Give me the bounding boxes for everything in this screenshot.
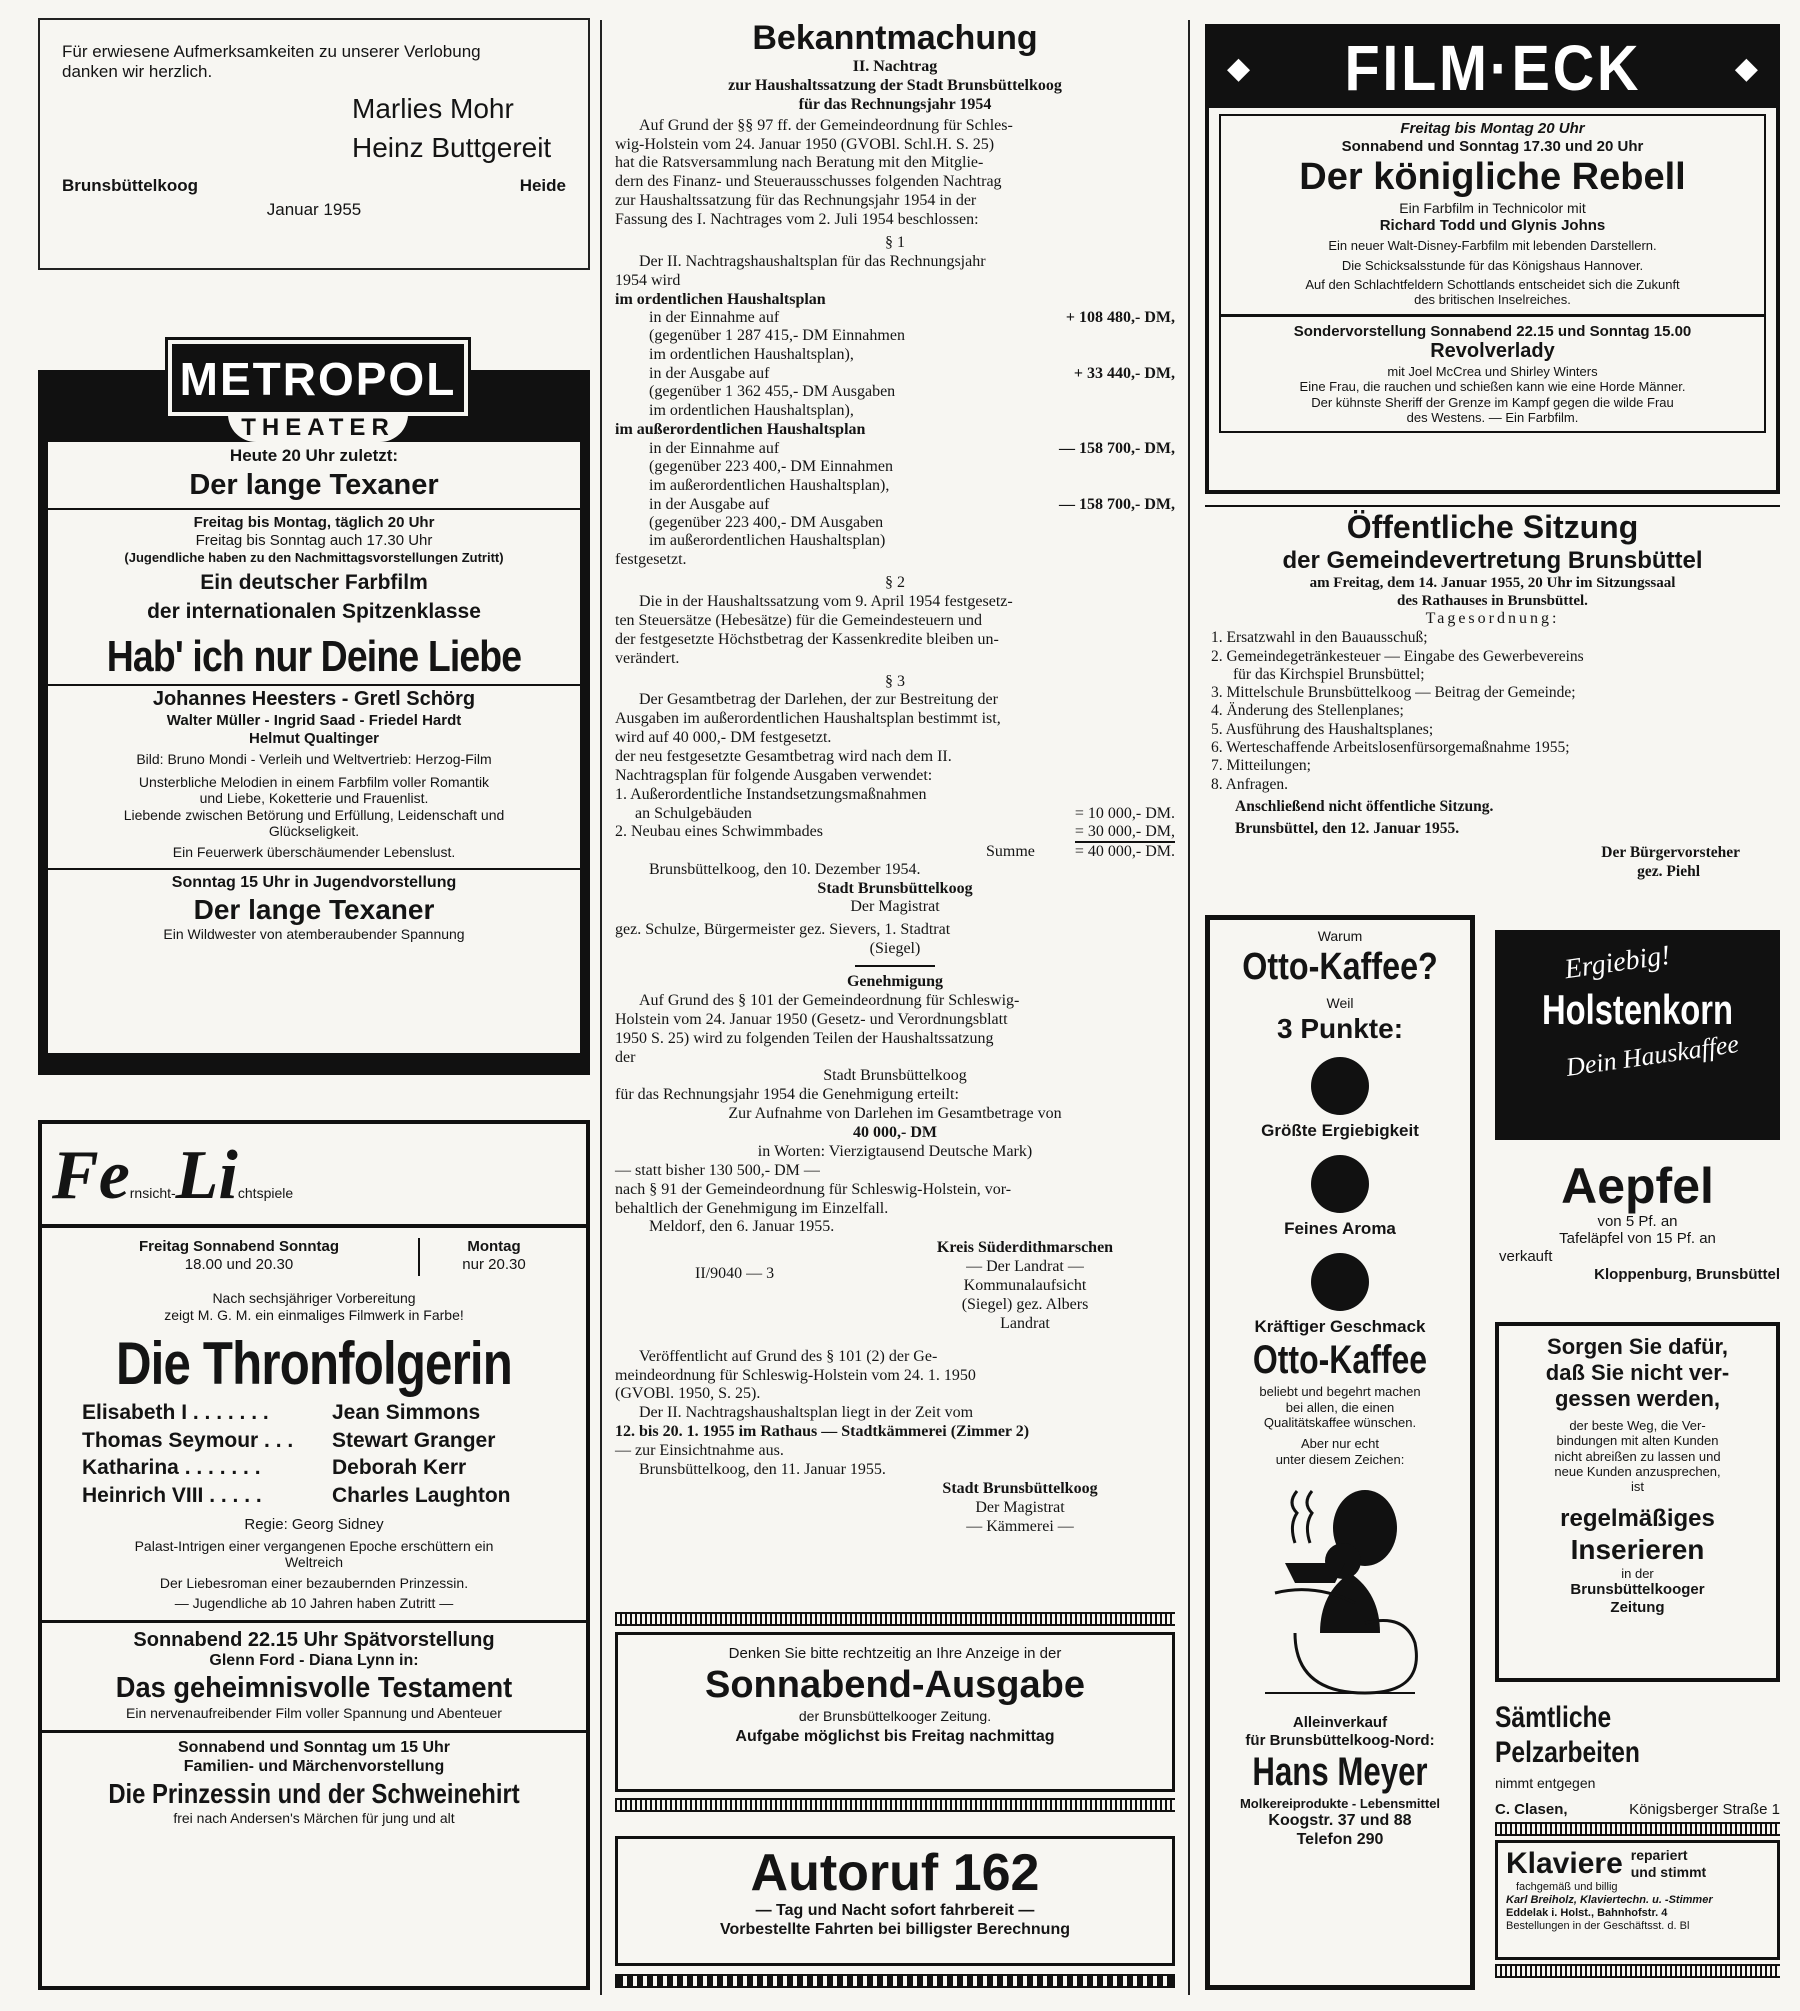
column-divider-1 (600, 20, 602, 1995)
klaviere-line-4: Bestellungen in der Geschäftsst. d. Bl (1506, 1919, 1690, 1932)
ferli-title: Die Thronfolgerin (115, 1330, 513, 1398)
sorgen-line-5: ist (1631, 1479, 1644, 1495)
section-3-line: wird auf 40 000,- DM festgesetzt. (615, 729, 832, 747)
publication-line: 12. bis 20. 1. 1955 im Rathaus — Stadtkämmerei (Zimmer 2) (615, 1423, 1030, 1441)
meeting-date: Brunsbüttel, den 12. Januar 1955. (1235, 820, 1460, 838)
klaviere-ad (1495, 1822, 1780, 1987)
approval-heading: Genehmigung (846, 973, 943, 991)
sorgen-title-3: gessen werden, (1554, 1385, 1721, 1411)
pelz-line-1: nimmt entgegen (1495, 1774, 1596, 1791)
autoruf-ad (615, 1836, 1175, 1998)
publication-line: meindeordnung für Schleswig-Holstein vom 24. 1. 1950 (615, 1366, 976, 1384)
otto-desc-3: Qualitätskaffee wünschen. (1263, 1414, 1417, 1430)
ferli-desc-3: Der Liebesroman einer bezaubernden Prinzessin. (159, 1574, 469, 1591)
row-1-note: (gegenüber 1 287 415,- DM Einnahmen (649, 327, 905, 345)
ferli-role-2: Thomas Seymour . . . (82, 1428, 294, 1452)
section-3-line: der neu festgesetzte Gesamtbetrag wird nach dem II. (615, 748, 952, 766)
district-1: Kreis Süderdithmarschen (936, 1239, 1114, 1257)
row-1-note: im ordentlichen Haushaltsplan), (649, 346, 854, 364)
sorgen-title-5: Inserieren (1570, 1533, 1705, 1565)
row-2-label: in der Ausgabe auf (649, 365, 770, 383)
pelz-title: Sämtliche Pelzarbeiten (1495, 1701, 1640, 1770)
meeting-subtitle: der Gemeindevertretung Brunsbüttel (1282, 546, 1703, 574)
point-1-icon (1311, 1057, 1369, 1115)
autoruf-title: Autoruf 162 (750, 1844, 1040, 1902)
district-4: (Siegel) gez. Albers (961, 1295, 1089, 1313)
metropol-logo-text: METROPOL (179, 353, 457, 405)
section-2: § 2 (885, 574, 905, 592)
row-4-note: im außerordentlichen Haushaltsplan) (649, 532, 886, 550)
ferli-late-cast: Glenn Ford - Diana Lynn in: (209, 1652, 419, 1670)
intro-line: wig-Holstein vom 24. Januar 1950 (GVOBl. Schl.H. S. 25) (615, 135, 995, 153)
metropol-title-2: Hab' ich nur Deine Liebe (106, 631, 522, 681)
approval-line: 1950 S. 25) wird zu folgenden Teilen der Haushaltssatzung (615, 1029, 994, 1047)
filmeck-line-8: des britischen Inselreiches. (1414, 292, 1571, 308)
klaviere-line-1: fachgemäß und billig (1516, 1881, 1618, 1893)
ferli-prep-2: zeigt M. G. M. ein einmaliges Filmwerk in Farbe! (164, 1306, 464, 1323)
metropol-cast-3: Helmut Qualtinger (248, 729, 379, 747)
publication-line: — zur Einsichtnahme aus. (615, 1442, 784, 1460)
notice-title: Bekanntmachung (752, 19, 1038, 57)
sonnabend-line-3: der Brunsbüttelkooger Zeitung. (798, 1707, 992, 1724)
sorgen-title-1: Sorgen Sie dafür, (1547, 1334, 1728, 1359)
sorgen-line-4: neue Kunden anzusprechen, (1554, 1463, 1721, 1479)
item-1: 1. Außerordentliche Instandsetzungsmaßnahmen (615, 785, 927, 803)
filmeck-line-4: Richard Todd und Glynis Johns (1379, 216, 1606, 234)
meeting-closed: Anschließend nicht öffentliche Sitzung. (1235, 797, 1494, 815)
meeting-title: Öffentliche Sitzung (1346, 509, 1639, 545)
approval-line: nach § 91 der Gemeindeordnung für Schleswig-Holstein, vor- (615, 1180, 1012, 1198)
extraordinary-budget: im außerordentlichen Haushaltsplan (615, 420, 866, 438)
section-2-line: der festgesetzte Höchstbetrag der Kassenkredite bleiben un- (615, 630, 999, 648)
metropol-times-1: Freitag bis Montag, täglich 20 Uhr (193, 514, 435, 532)
notice-heading-2: zur Haushaltssatzung der Stadt Brunsbüttelkoog (728, 76, 1062, 94)
section-3-line: Ausgaben im außerordentlichen Haushaltsplan bestimmt ist, (615, 710, 1001, 728)
filmeck-logo: FILM·ECK (1344, 32, 1641, 104)
publication-line: (GVOBl. 1950, S. 25). (615, 1385, 761, 1403)
filmeck-ad (1205, 24, 1780, 494)
sorgen-line-2: bindungen mit alten Kunden (1556, 1433, 1719, 1449)
section-1-line: 1954 wird (615, 271, 681, 289)
approval-line: Auf Grund des § 101 der Gemeindeordnung für Schleswig- (639, 991, 1020, 1009)
approval-amount: 40 000,- DM (853, 1124, 937, 1142)
ferli-cast (42, 1399, 586, 1510)
approval-loan: Zur Aufnahme von Darlehen im Gesamtbetrage von (728, 1105, 1062, 1123)
filmeck-line-5: Ein neuer Walt-Disney-Farbfilm mit lebenden Darstellern. (1328, 238, 1657, 254)
diamond-left-icon: ◆ (1227, 51, 1251, 85)
publication-line: Der II. Nachtragshaushaltsplan liegt in der Zeit vom (639, 1404, 974, 1422)
metropol-cast-2: Walter Müller - Ingrid Saad - Friedel Hardt (166, 712, 462, 729)
point-2-icon (1311, 1155, 1369, 1213)
klaviere-line-3: Eddelak i. Holst., Bahnhofstr. 4 (1506, 1906, 1668, 1919)
ferli-role-1: Elisabeth I . . . . . . . (82, 1401, 269, 1425)
intro-line: hat die Ratsversammlung nach Beratung mit den Mitglie- (615, 154, 984, 172)
approval-city: Stadt Brunsbüttelkoog (823, 1067, 967, 1085)
holstenkorn-slogan-2: Dein Hauskaffee (1564, 1028, 1741, 1082)
approval-previous: — statt bisher 130 500,- DM — (615, 1161, 820, 1179)
otto-point-3: Kräftiger Geschmack (1254, 1316, 1426, 1336)
sorgen-title-2: daß Sie nicht ver- (1545, 1359, 1730, 1385)
column-divider-2 (1188, 20, 1190, 1995)
otto-desc-1: beliebt und begehrt machen (1259, 1384, 1421, 1400)
approval-line: behaltlich der Genehmigung im Einzelfall. (615, 1199, 889, 1217)
otto-desc-4: Aber nur echt (1300, 1436, 1380, 1452)
row-2-note: (gegenüber 1 362 455,- DM Ausgaben (649, 383, 896, 401)
ordinary-budget: im ordentlichen Haushaltsplan (615, 290, 826, 308)
signature-3: gez. Schulze, Bürgermeister gez. Sievers, 1. Stadtrat (615, 921, 951, 939)
pelz-ad (1495, 1700, 1780, 1819)
filmeck-title-2: Revolverlady (1430, 340, 1555, 363)
ferli-logo-fe: Fe (52, 1137, 130, 1214)
agenda-item: 5. Ausführung des Haushaltsplanes; (1211, 720, 1434, 738)
otto-kaffee-ad (1205, 915, 1475, 1990)
approval-line: der (615, 1048, 636, 1066)
otto-desc-2: bei allen, die einen (1285, 1399, 1395, 1415)
ferli-matinee-title: Die Prinzessin und der Schweinehirt (108, 1777, 520, 1809)
sum-label: Summe (985, 842, 1035, 860)
otto-merchant-address: Koogstr. 37 und 88 (1268, 1811, 1412, 1829)
district-3: Kommunalaufsicht (963, 1277, 1087, 1295)
metropol-desc-3: Liebende zwischen Betörung und Erfüllung, Leidenschaft und (123, 806, 505, 823)
metropol-body (38, 442, 590, 1075)
ferli-youth: — Jugendliche ab 10 Jahren haben Zutritt — (174, 1595, 454, 1612)
klaviere-line-2: Karl Breiholz, Klaviertechn. u. -Stimmer (1506, 1893, 1713, 1906)
row-3-value: — 158 700,- DM, (1059, 439, 1175, 457)
ferli-monday: Montag (467, 1238, 521, 1255)
section-3-line: Nachtragsplan für folgende Ausgaben verwendet: (615, 766, 933, 784)
filmeck-desc-3: des Westens. — Ein Farbfilm. (1406, 409, 1579, 425)
ferli-role-4: Heinrich VIII . . . . . (82, 1484, 262, 1508)
metropol-western-note: Ein Wildwester von atemberaubender Spannung (163, 926, 465, 943)
section-1: § 1 (885, 233, 905, 251)
engagement-date: Januar 1955 (266, 200, 362, 220)
column-center (615, 0, 1175, 2011)
ferli-matinee-1: Sonnabend und Sonntag um 15 Uhr (178, 1738, 450, 1756)
date-1: Brunsbüttelkoog, den 10. Dezember 1954. (649, 860, 921, 878)
row-1-label: in der Einnahme auf (649, 309, 780, 327)
holstenkorn-slogan-1: Ergiebig! (1562, 939, 1673, 986)
metropol-desc-1: Unsterbliche Melodien in einem Farbfilm voller Romantik (138, 773, 490, 790)
filmeck-line-7: Auf den Schlachtfeldern Schottlands entscheidet sich die Zukunft (1305, 277, 1680, 293)
otto-merchant: Hans Meyer (1252, 1750, 1428, 1795)
row-3-note: (gegenüber 223 400,- DM Einnahmen (649, 457, 893, 475)
district-5: Landrat (1000, 1314, 1050, 1332)
ferli-prep-1: Nach sechsjähriger Vorbereitung (212, 1290, 416, 1306)
metropol-today: Heute 20 Uhr zuletzt: (229, 446, 399, 465)
klaviere-tune: und stimmt (1630, 1864, 1707, 1880)
ferli-times: 18.00 und 20.30 (184, 1255, 294, 1273)
sorgen-line-6: in der (1621, 1565, 1654, 1581)
pelz-name: C. Clasen, (1495, 1801, 1568, 1819)
filmeck-line-2: Sonnabend und Sonntag 17.30 und 20 Uhr (1341, 137, 1644, 155)
ferli-director: Regie: Georg Sidney (244, 1515, 384, 1533)
holstenkorn-title: Holstenkorn (1541, 986, 1734, 1034)
otto-merchant-type: Molkereiprodukte - Lebensmittel (1239, 1796, 1441, 1812)
ferli-logo-rn: rnsicht- (129, 1185, 176, 1201)
filmeck-line-3: Ein Farbfilm in Technicolor mit (1399, 200, 1586, 217)
sorgen-line-8: Zeitung (1610, 1598, 1665, 1616)
ferli-monday-time: nur 20.30 (462, 1255, 526, 1273)
filmeck-header (1209, 28, 1776, 108)
agenda-heading: Tagesordnung: (1425, 610, 1560, 628)
sorgen-line-1: der beste Weg, die Ver- (1569, 1417, 1706, 1433)
engagement-line-2: danken wir herzlich. (62, 62, 213, 82)
otto-three-points: 3 Punkte: (1276, 1012, 1404, 1044)
sonnabend-ad (615, 1612, 1175, 1822)
signature-1: Stadt Brunsbüttelkoog (817, 879, 973, 897)
filmeck-desc-1: Eine Frau, die rauchen und schießen kann wie eine Horde Männer. (1299, 379, 1686, 395)
engagement-place-1: Brunsbüttelkoog (62, 176, 198, 196)
aepfel-title: Aepfel (1561, 1158, 1714, 1214)
section-1-line: Der II. Nachtragshaushaltsplan für das Rechnungsjahr (639, 252, 986, 270)
engagement-line-1: Für erwiesene Aufmerksamkeiten zu unserer Verlobung (62, 42, 481, 61)
otto-why: Warum (1317, 928, 1363, 944)
metropol-ad (38, 330, 590, 1075)
metropol-line-5: Ein deutscher Farbfilm (200, 570, 428, 594)
otto-sale-1: Alleinverkauf (1292, 1713, 1388, 1731)
metropol-title-1: Der lange Texaner (189, 469, 439, 502)
ferli-logo-li: Li (175, 1137, 238, 1214)
metropol-times-2: Freitag bis Sonntag auch 17.30 Uhr (195, 531, 433, 549)
row-1-value: + 108 480,- DM, (1065, 309, 1175, 327)
autoruf-line-2: — Tag und Nacht sofort fahrbereit — (755, 1902, 1035, 1920)
ferli-matinee-2: Familien- und Märchenvorstellung (183, 1757, 445, 1775)
ferli-matinee-note: frei nach Andersen's Märchen für jung und alt (173, 1809, 455, 1826)
meeting-where: des Rathauses in Brunsbüttel. (1397, 592, 1588, 609)
section-3: § 3 (885, 672, 905, 690)
sum-value: = 40 000,- DM. (1074, 842, 1175, 860)
approval-line: Holstein vom 24. Januar 1950 (Gesetz- und Verordnungsblatt (615, 1010, 1008, 1028)
intro-line: zur Haushaltssatzung für das Rechnungsjahr 1954 in der (615, 192, 977, 210)
otto-merchant-phone: Telefon 290 (1296, 1830, 1384, 1848)
filmeck-line-1: Freitag bis Montag 20 Uhr (1400, 120, 1585, 137)
meeting-chair: Der Bürgervorsteher (1601, 844, 1740, 862)
sorgen-ad (1495, 1322, 1780, 1682)
reference: II/9040 — 3 (695, 1265, 775, 1283)
row-2-value: + 33 440,- DM, (1073, 365, 1175, 383)
district-2: — Der Landrat — (966, 1258, 1084, 1276)
item-1-sub: an Schulgebäuden (635, 804, 752, 822)
end-sig-3: — Kämmerei — (966, 1517, 1074, 1535)
sorgen-title-4: regelmäßiges (1560, 1504, 1715, 1532)
ferli-actor-1: Jean Simmons (332, 1401, 481, 1425)
filmeck-desc-2: Der kühnste Sheriff der Grenze im Kampf gegen die wilde Frau (1311, 394, 1674, 410)
agenda-item: 2. Gemeindegetränkesteuer — Eingabe des Gewerbevereins (1211, 647, 1584, 665)
sonnabend-line-1: Denken Sie bitte rechtzeitig an Ihre Anzeige in der (728, 1645, 1062, 1662)
otto-sale-2: für Brunsbüttelkoog-Nord: (1245, 1731, 1435, 1749)
metropol-cast-1: Johannes Heesters - Gretl Schörg (152, 688, 476, 711)
otto-title-1: Otto-Kaffee? (1242, 945, 1438, 988)
otto-point-2: Feines Aroma (1284, 1218, 1396, 1238)
agenda-item: 1. Ersatzwahl in den Bauausschuß; (1211, 629, 1428, 647)
aepfel-line-2: Tafeläpfel von 15 Pf. an (1559, 1230, 1716, 1248)
holstenkorn-ad (1495, 930, 1780, 1140)
intro-line: dern des Finanz- und Steuerausschusses folgenden Nachtrag (615, 173, 1002, 191)
item-2: 2. Neubau eines Schwimmbades (615, 822, 823, 840)
ferli-logo-ch: chtspiele (237, 1185, 294, 1201)
otto-desc-5: unter diesem Zeichen: (1275, 1451, 1405, 1467)
agenda-item: 6. Werteschaffende Arbeitslosenfürsorgemaßnahme 1955; (1211, 739, 1570, 756)
ferli-late-title: Das geheimnisvolle Testament (115, 1672, 513, 1705)
aepfel-line-1: von 5 Pf. an (1597, 1212, 1678, 1230)
sonnabend-line-4: Aufgabe möglichst bis Freitag nachmittag (735, 1728, 1055, 1746)
klaviere-stripe-bottom (1495, 1964, 1780, 1978)
column-right (1205, 0, 1780, 2011)
metropol-desc-4: Glückseligkeit. (268, 823, 360, 840)
ferli-role-3: Katharina . . . . . . . (82, 1456, 261, 1480)
ferli-actor-3: Deborah Kerr (332, 1456, 467, 1480)
klaviere-repair: repariert (1630, 1847, 1688, 1864)
column-left (30, 0, 590, 2011)
filmeck-title-1: Der königliche Rebell (1299, 156, 1686, 199)
row-4-note: (gegenüber 223 400,- DM Ausgaben (649, 513, 884, 531)
engagement-name-1: Marlies Mohr (352, 93, 514, 125)
ferli-actor-4: Charles Laughton (332, 1484, 511, 1508)
aepfel-ad (1495, 1160, 1780, 1310)
klaviere-stripe-top (1495, 1822, 1780, 1836)
row-4-label: in der Ausgabe auf (649, 495, 770, 513)
section-2-line: ten Steuersätze (Hebesätze) für die Gemeindesteuern und (615, 611, 982, 629)
metropol-title-3: Der lange Texaner (193, 894, 435, 926)
otto-title-2: Otto-Kaffee (1252, 1338, 1428, 1383)
klaviere-title: Klaviere (1506, 1847, 1623, 1880)
autoruf-stripe (615, 1974, 1175, 1988)
metropol-youth-note: (Jugendliche haben zu den Nachmittagsvorstellungen Zutritt) (124, 549, 504, 565)
signature-2: Der Magistrat (850, 898, 940, 916)
agenda-item: für das Kirchspiel Brunsbüttel; (1233, 665, 1425, 683)
autoruf-line-3: Vorbestellte Fahrten bei billigster Berechnung (720, 1921, 1070, 1939)
ferli-ad (38, 1120, 590, 1990)
ferli-actor-2: Stewart Granger (332, 1428, 496, 1452)
intro-line: Fassung des I. Nachtrages vom 2. Juli 1954 beschlossen: (615, 211, 979, 229)
sorgen-line-7: Brunsbüttelkooger (1570, 1581, 1705, 1599)
ferli-desc-2: Weltreich (284, 1554, 344, 1571)
engagement-notice (38, 18, 590, 270)
agenda-item: 8. Anfragen. (1211, 775, 1289, 793)
filmeck-line-6: Die Schicksalsstunde für das Königshaus Hannover. (1341, 257, 1644, 273)
approval-year: für das Rechnungsjahr 1954 die Genehmigung erteilt: (615, 1086, 959, 1104)
metropol-logo (168, 340, 468, 416)
section-3-line: Der Gesamtbetrag der Darlehen, der zur Bestreitung der (639, 691, 998, 709)
filmeck-cast-2: mit Joel McCrea und Shirley Winters (1387, 364, 1598, 379)
metropol-theater-word (228, 414, 408, 442)
row-4-note: festgesetzt. (615, 551, 687, 569)
ferli-desc-1: Palast-Intrigen einer vergangenen Epoche erschüttern ein (134, 1537, 494, 1554)
notice-heading-3: für das Rechnungsjahr 1954 (798, 95, 992, 113)
date-3: Brunsbüttelkoog, den 11. Januar 1955. (639, 1460, 886, 1478)
sonnabend-title: Sonnabend-Ausgabe (704, 1663, 1086, 1706)
intro-line: Auf Grund der §§ 97 ff. der Gemeindeordnung für Schles- (639, 116, 1013, 134)
engagement-place-2: Heide (519, 176, 566, 196)
otto-point-1: Größte Ergiebigkeit (1261, 1120, 1419, 1140)
public-meeting-notice (1205, 505, 1780, 885)
section-2-line: Die in der Haushaltssatzung vom 9. April 1954 festgesetz- (639, 593, 1013, 611)
signature-4: (Siegel) (869, 940, 921, 958)
aepfel-seller: Kloppenburg, Brunsbüttel (1594, 1265, 1780, 1283)
metropol-desc-5: Ein Feuerwerk überschäumender Lebenslust. (172, 843, 456, 860)
meeting-chair-sign: gez. Piehl (1637, 862, 1700, 880)
end-sig-2: Der Magistrat (975, 1498, 1065, 1516)
aepfel-line-3: verkauft (1499, 1247, 1553, 1265)
metropol-desc-2: und Liebe, Koketterie und Frauenlist. (199, 790, 429, 807)
otto-because: Weil (1326, 995, 1354, 1012)
ferli-logo (42, 1124, 586, 1228)
row-3-label: in der Einnahme auf (649, 439, 780, 457)
date-2: Meldorf, den 6. Januar 1955. (649, 1218, 835, 1236)
agenda-item: 4. Änderung des Stellenplanes; (1211, 702, 1404, 720)
coffee-woman-logo-icon (1255, 1473, 1425, 1703)
metropol-credits: Bild: Bruno Mondi - Verleih und Weltvertrieb: Herzog-Film (136, 751, 492, 768)
row-4-value: — 158 700,- DM, (1059, 495, 1175, 513)
metropol-sunday: Sonntag 15 Uhr in Jugendvorstellung (171, 874, 457, 892)
approval-words: in Worten: Vierzigtausend Deutsche Mark) (757, 1142, 1033, 1160)
sorgen-line-3: nicht abreißen zu lassen und (1554, 1448, 1721, 1464)
row-2-note: im ordentlichen Haushaltsplan), (649, 402, 854, 420)
engagement-name-2: Heinz Buttgereit (352, 132, 552, 164)
notice-intro (615, 117, 1175, 230)
stripe-top (615, 1612, 1175, 1626)
section-2-line: verändert. (615, 649, 680, 667)
stripe-bottom (615, 1798, 1175, 1812)
item-2-value: = 30 000,- DM, (1075, 823, 1175, 843)
row-3-note: im außerordentlichen Haushaltsplan), (649, 476, 890, 494)
ferli-late-desc: Ein nervenaufreibender Film voller Spannung und Abenteuer (126, 1705, 502, 1722)
filmeck-special: Sondervorstellung Sonnabend 22.15 und Sonntag 15.00 (1293, 322, 1692, 340)
item-1-value: = 10 000,- DM. (1074, 804, 1175, 822)
point-3-icon (1311, 1253, 1369, 1311)
publication-line: Veröffentlicht auf Grund des § 101 (2) der Ge- (639, 1347, 938, 1365)
ferli-days: Freitag Sonnabend Sonntag (138, 1238, 339, 1255)
diamond-right-icon: ◆ (1734, 51, 1758, 85)
ferli-late-show: Sonnabend 22.15 Uhr Spätvorstellung (133, 1628, 495, 1651)
end-sig-1: Stadt Brunsbüttelkoog (942, 1479, 1098, 1497)
meeting-when: am Freitag, dem 14. Januar 1955, 20 Uhr im Sitzungssaal (1309, 575, 1676, 592)
metropol-line-6: der internationalen Spitzenklasse (147, 599, 481, 623)
pelz-address: Königsberger Straße 1 (1629, 1801, 1780, 1819)
notice-heading-1: II. Nachtrag (852, 58, 938, 76)
metropol-theater-text: THEATER (241, 414, 395, 441)
agenda-item: 3. Mittelschule Brunsbüttelkoog — Beitrag der Gemeinde; (1211, 684, 1576, 702)
agenda-item: 7. Mitteilungen; (1211, 757, 1311, 775)
